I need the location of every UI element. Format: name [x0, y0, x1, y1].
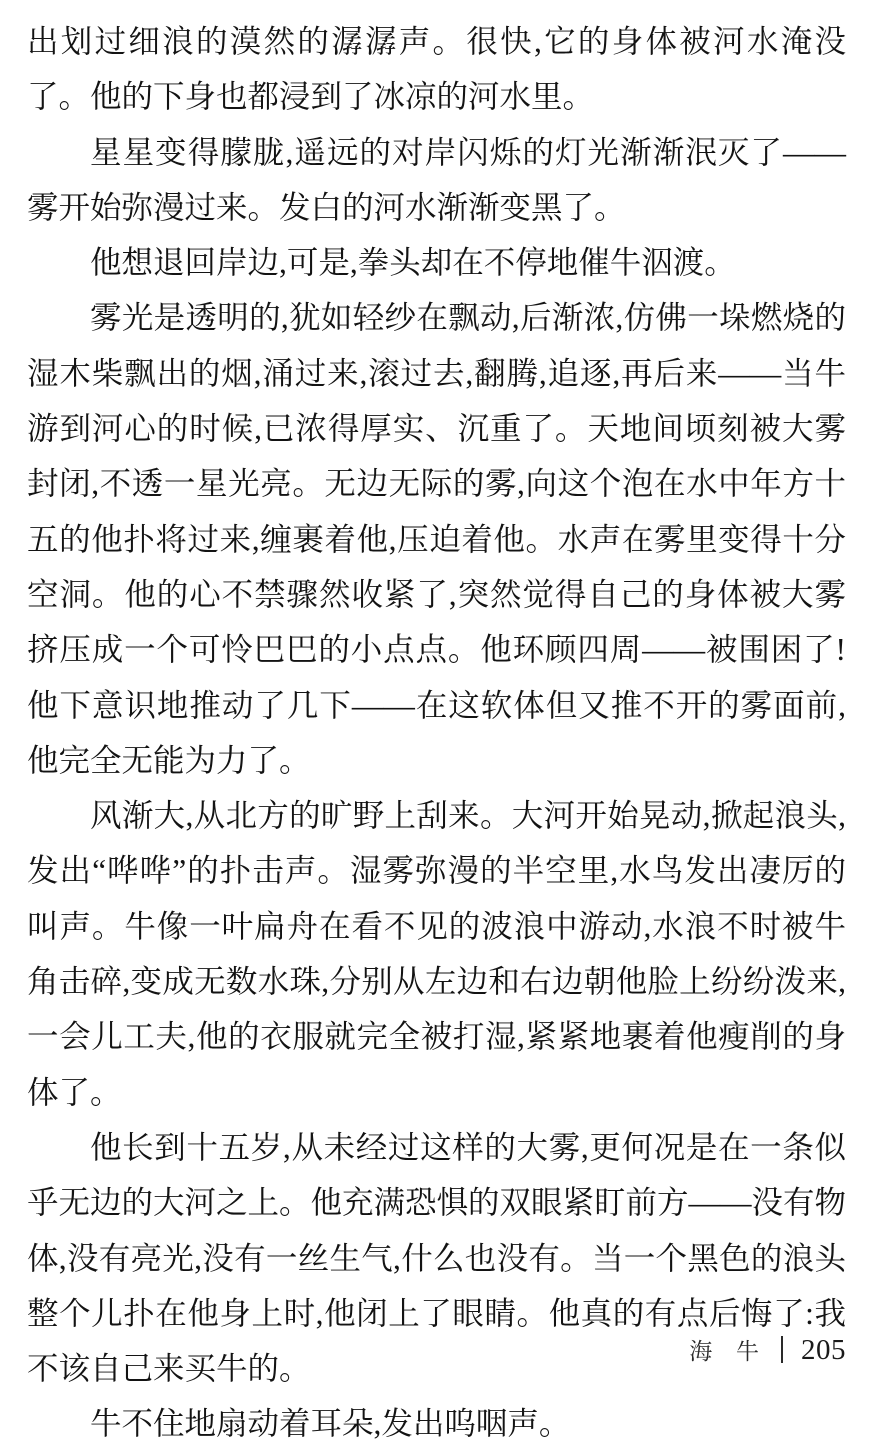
- paragraph: 牛不住地扇动着耳朵,发出呜咽声。: [90, 1406, 571, 1442]
- footer-chapter-title: 海 牛: [689, 1339, 768, 1364]
- paragraph: 出划过细浪的漠然的潺潺声。很快,它的身体被河水淹没了。他的下身也都浸到了冰凉的河水里。: [27, 24, 846, 115]
- footer-separator-bar: [781, 1336, 783, 1363]
- page-number: 205: [801, 1334, 846, 1366]
- page-footer: [689, 1332, 846, 1367]
- paragraph: 他长到十五岁,从未经过这样的大雾,更何况是在一条似乎无边的大河之上。他充满恐惧的双眼紧盯前方——没有物体,没有亮光,没有一丝生气,什么也没有。当一个黑色的浪头整个儿扑在他身上时,他闭上了眼睛。他真的有点后悔了:我不该自己来买牛的。: [27, 1129, 847, 1387]
- paragraph: 风渐大,从北方的旷野上刮来。大河开始晃动,掀起浪头,发出“哗哗”的扑击声。湿雾弥漫的半空里,水鸟发出凄厉的叫声。牛像一叶扁舟在看不见的波浪中游动,水浪不时被牛角击碎,变成无数水珠,分别从左边和右边朝他脸上纷纷泼来,一会儿工夫,他的衣服就完全被打湿,紧紧地裹着他瘦削的身体了。: [27, 798, 846, 1110]
- paragraph: 他想退回岸边,可是,拳头却在不停地催牛泅渡。: [90, 245, 736, 281]
- paragraph: 星星变得朦胧,遥远的对岸闪烁的灯光渐渐泯灭了——雾开始弥漫过来。发白的河水渐渐变黑了。: [27, 134, 846, 225]
- page-body-text: [27, 14, 846, 1452]
- paragraph: 雾光是透明的,犹如轻纱在飘动,后渐浓,仿佛一垛燃烧的湿木柴飘出的烟,涌过来,滚过去,翻腾,追逐,再后来——当牛游到河心的时候,已浓得厚实、沉重了。天地间顷刻被大雾封闭,不透一星光亮。无边无际的雾,向这个泡在水中年方十五的他扑将过来,缠裹着他,压迫着他。水声在雾里变得十分空洞。他的心不禁骤然收紧了,突然觉得自己的身体被大雾挤压成一个可怜巴巴的小点点。他环顾四周——被围困了!他下意识地推动了几下——在这软体但又推不开的雾面前,他完全无能为力了。: [27, 300, 846, 778]
